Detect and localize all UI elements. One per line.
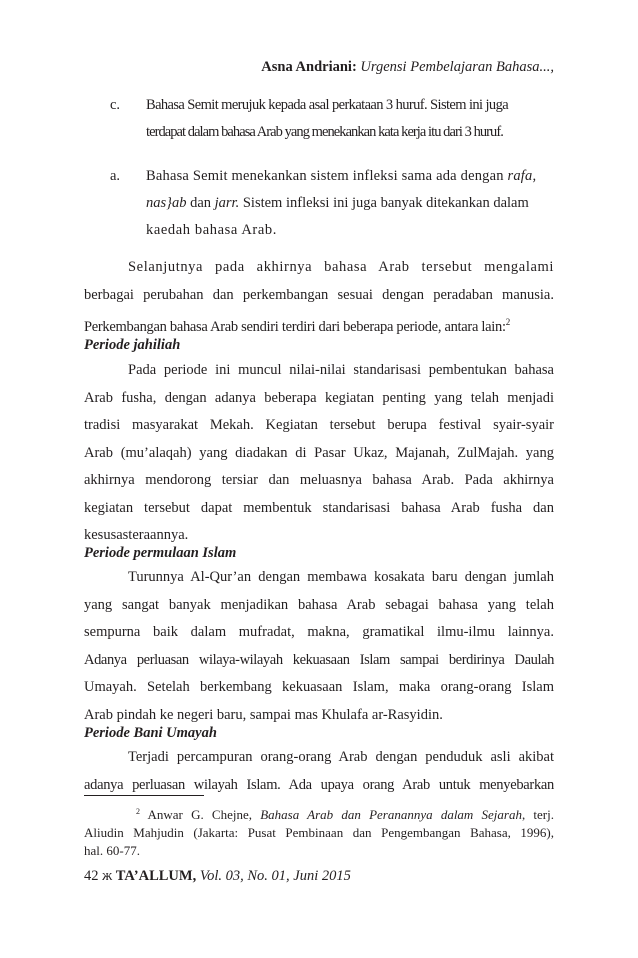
- paragraph-line: kegiatan tersebut dapat membentuk standarisasi bahasa Arab fusha dan: [84, 499, 554, 516]
- section-paragraph: [84, 744, 554, 799]
- list-marker: c.: [110, 97, 121, 113]
- footnote-divider: [84, 795, 204, 796]
- paragraph-line: tradisi masyarakat Mekah. Kegiatan tersebut berupa festival syair-syair: [84, 417, 554, 433]
- paragraph-line: sempurna baik dalam mufradat, makna, gramatikal ilmu-ilmu lainnya.: [84, 624, 554, 640]
- footnote: [84, 803, 554, 860]
- header-title: Urgensi Pembelajaran Bahasa...,: [360, 59, 554, 75]
- list-line-emphasis: rafa,: [507, 168, 537, 184]
- page-number: 42: [84, 868, 99, 884]
- footnote-number: 2: [136, 807, 140, 816]
- list-line-text: Bahasa Semit menekankan sistem infleksi sama ada dengan: [146, 168, 508, 184]
- paragraph-line: kesusasteraannya.: [84, 527, 189, 543]
- paragraph-line: berbagai perubahan dan perkembangan sesuai dengan peradaban manusia.: [84, 286, 554, 303]
- paragraph-line: Adanya perluasan wilaya-wilayah kekuasaan Islam sampai berdirinya Daulah: [84, 651, 554, 668]
- footnote-text: Anwar G. Chejne,: [147, 807, 261, 822]
- paragraph-line: Turunnya Al-Qur’an dengan membawa kosakata baru dengan jumlah: [128, 569, 554, 585]
- list-line-emphasis: jarr.: [214, 195, 240, 211]
- paragraph-line: Terjadi percampuran orang-orang Arab dengan penduduk asli akibat: [128, 749, 554, 765]
- paragraph-line: adanya perluasan wilayah Islam. Ada upaya orang Arab untuk menyebarkan: [84, 776, 554, 793]
- journal-issue: Vol. 03, No. 01, Juni 2015: [199, 868, 351, 884]
- paragraph-line: akhirnya mendorong tersiar dan meluasnya bahasa Arab. Pada akhirnya: [84, 472, 554, 488]
- footnote-reference[interactable]: 2: [505, 317, 510, 327]
- paragraph-line: Arab (mu’alaqah) yang diadakan di Pasar Ukaz, Majanah, ZulMajah. yang: [84, 444, 554, 461]
- footnote-book-title: Bahasa Arab dan Peranannya dalam Sejarah: [260, 807, 522, 822]
- running-header: [0, 57, 554, 77]
- footnote-text: , terj.: [521, 807, 554, 822]
- folio-separator: ж: [102, 868, 113, 884]
- paragraph-line: Perkembangan bahasa Arab sendiri terdiri dari beberapa periode, antara lain:: [84, 318, 506, 335]
- list-marker: a.: [110, 168, 121, 184]
- section-paragraph: [84, 357, 554, 550]
- list-line-text: dan: [186, 195, 215, 211]
- paragraph-line: Umayah. Setelah berkembang kekuasaan Islam, maka orang-orang Islam: [84, 679, 554, 695]
- paragraph-line: Selanjutnya pada akhirnya bahasa Arab tersebut mengalami: [128, 259, 554, 275]
- footnote-line: hal. 60-77.: [84, 843, 140, 858]
- section-heading: Periode jahiliah: [84, 337, 181, 353]
- paragraph-line: Arab fusha, dengan adanya beberapa kegiatan penting yang telah menjadi: [84, 389, 554, 406]
- journal-name: TA’ALLUM,: [115, 868, 197, 884]
- section-heading: Periode Bani Umayah: [84, 725, 217, 741]
- paragraph-line: yang sangat banyak menjadikan bahasa Arab sebagai bahasa yang telah: [84, 596, 554, 613]
- intro-paragraph: [84, 254, 554, 341]
- page-footer: [84, 866, 351, 886]
- paragraph-line: Pada periode ini muncul nilai-nilai standarisasi pembentukan bahasa: [128, 362, 554, 378]
- list-line: terdapat dalam bahasa Arab yang menekankan kata kerja itu dari 3 huruf.: [146, 124, 503, 140]
- footnote-line: Aliudin Mahjudin (Jakarta: Pusat Pembinaan dan Pengembangan Bahasa, 1996),: [84, 825, 554, 840]
- paragraph-line: Arab pindah ke negeri baru, sampai mas Khulafa ar-Rasyidin.: [84, 706, 443, 723]
- list-line: kaedah bahasa Arab.: [146, 222, 277, 238]
- header-author: Asna Andriani:: [261, 59, 357, 75]
- list-line-emphasis: nas}ab: [146, 195, 187, 211]
- section-heading: Periode permulaan Islam: [84, 545, 237, 561]
- list-line: Bahasa Semit merujuk kepada asal perkataan 3 huruf. Sistem ini juga: [146, 97, 509, 113]
- list-line-text: Sistem infleksi ini juga banyak ditekankan dalam: [239, 195, 529, 211]
- section-paragraph: [84, 564, 554, 729]
